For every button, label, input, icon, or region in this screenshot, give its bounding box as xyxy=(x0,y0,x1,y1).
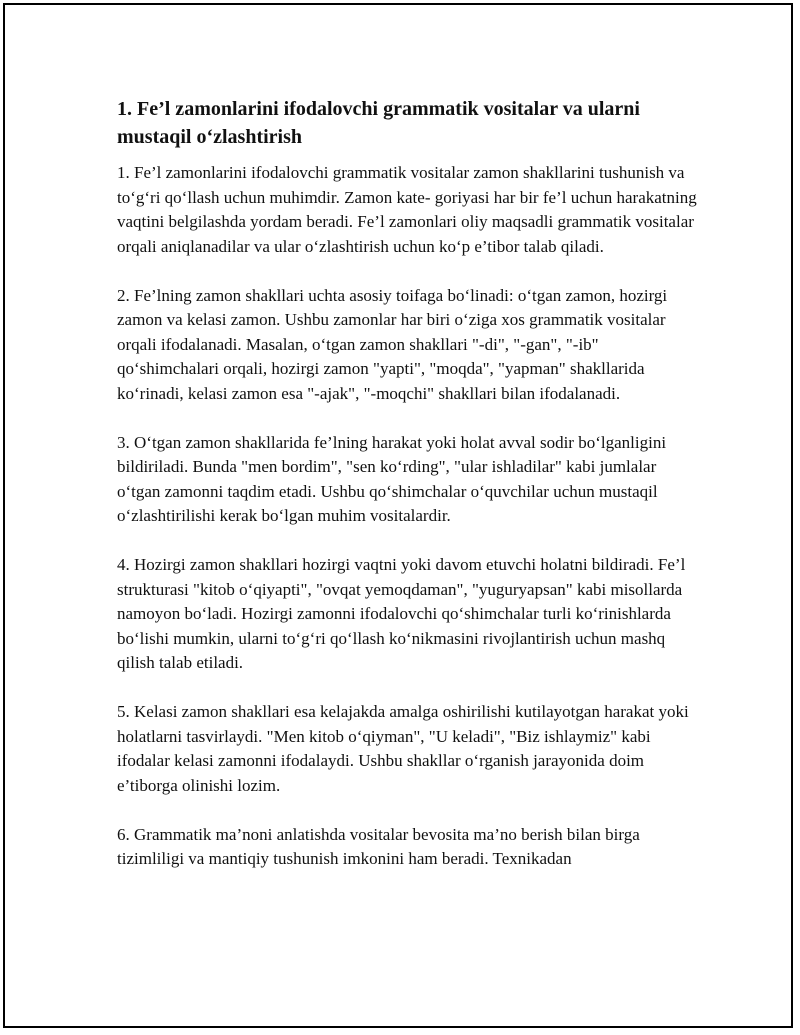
document-title: 1. Fe’l zamonlarini ifodalovchi grammatik vositalar va ularni mustaqil o‘zlashtirish xyxy=(117,98,640,148)
paragraph-6: 6. Grammatik ma’noni anlatishda vositalar bevosita ma’no berish bilan birga tizimliligi va mantiqiy tushunish imkonini ham beradi. Texnikadan xyxy=(117,824,640,868)
paragraph-1: 1. Fe’l zamonlarini ifodalovchi grammatik vositalar zamon shakllarini tushunish va to‘g‘ri qo‘llash uchun muhimdir. Zamon kate- goriyasi har bir fe’l uchun harakatning vaqtini belgilashda yordam beradi. Fe’l zamonlari oliy maqsadli grammatik vositalar orqali aniqlanadilar va ular o‘zlashtirish uchun ko‘p e’tibor talab qiladi. xyxy=(117,163,697,256)
document-body xyxy=(117,95,697,896)
paragraph-3: 3. O‘tgan zamon shakllarida fe’lning harakat yoki holat avval sodir bo‘lganligini bildiriladi. Bunda "men bordim", "sen ko‘rding", "ular ishladilar" kabi jumlalar o‘tgan zamonni taqdim etadi. Ushbu qo‘shimchalar o‘quvchilar uchun mustaqil o‘zlashtirilishi kerak bo‘lgan muhim vositalardir. xyxy=(117,432,667,525)
paragraph-4: 4. Hozirgi zamon shakllari hozirgi vaqtni yoki davom etuvchi holatni bildiradi. Fe’l strukturasi "kitob o‘qiyapti", "ovqat yemoqdaman", "yuguryapsan" kabi misollarda namoyon bo‘ladi. Hozirgi zamonni ifodalovchi qo‘shimchalar turli ko‘rinishlarda bo‘lishi mumkin, ularni to‘g‘ri qo‘llash ko‘nikmasini rivojlantirish uchun mashq qilish talab etiladi. xyxy=(117,555,686,672)
paragraph-2: 2. Fe’lning zamon shakllari uchta asosiy toifaga bo‘linadi: o‘tgan zamon, hozirgi zamon va kelasi zamon. Ushbu zamonlar har biri o‘ziga xos grammatik vositalar orqali ifodalanadi. Masalan, o‘tgan zamon shakllari "-di", "-gan", "-ib" qo‘shimchalari orqali, hozirgi zamon "yapti", "moqda", "yapman" shakllarida ko‘rinadi, kelasi zamon esa "-ajak", "-moqchi" shakllari bilan ifodalanadi. xyxy=(117,285,668,403)
paragraph-5: 5. Kelasi zamon shakllari esa kelajakda amalga oshirilishi kutilayotgan harakat yoki holatlarni tasvirlaydi. "Men kitob o‘qiyman", "U keladi", "Biz ishlaymiz" kabi ifodalar kelasi zamonni ifodalaydi. Ushbu shakllar o‘rganish jarayonida doim e’tiborga olinishi lozim. xyxy=(117,702,689,795)
